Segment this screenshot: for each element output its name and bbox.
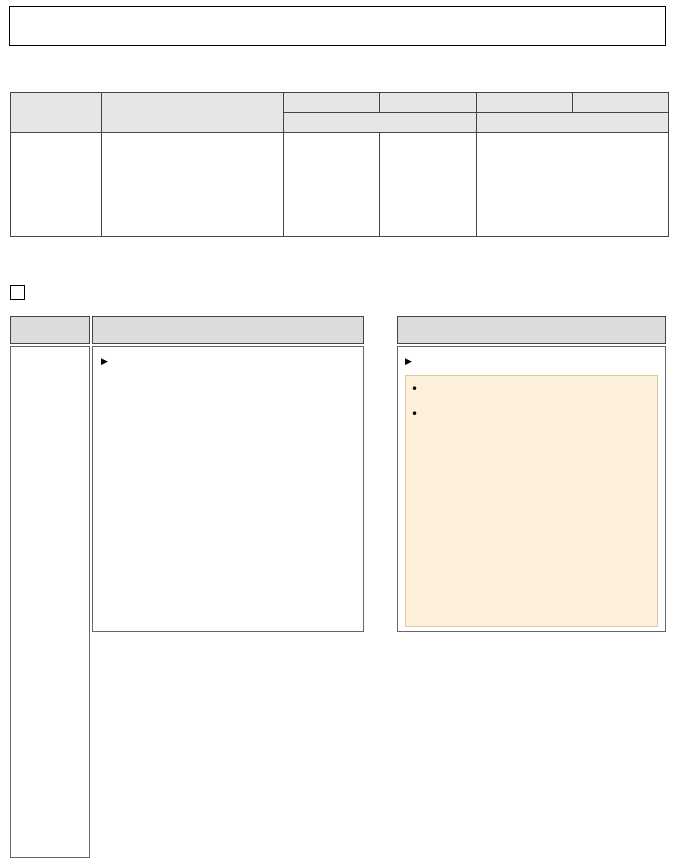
before-main-cell: [92, 346, 364, 632]
stage2-cell: [380, 133, 476, 237]
col-stage1: [102, 93, 284, 133]
checkbox-icon: [10, 285, 25, 300]
page-title: [9, 6, 666, 46]
after-detail-box: [405, 375, 658, 627]
triangle-icon: ▶: [405, 357, 412, 367]
t2-header-after: [397, 316, 666, 344]
row-label: [11, 133, 102, 237]
stage25-3-cell: [476, 133, 669, 237]
triangle-icon: ▶: [101, 357, 108, 367]
after-a-title: •: [411, 382, 422, 396]
stage1-cell: [102, 133, 284, 237]
after-b-title: •: [411, 406, 419, 421]
col-stage15: [284, 93, 380, 113]
col-national: [476, 113, 669, 133]
col-stage2: [380, 93, 476, 113]
col-gubun: [11, 93, 102, 133]
before-main-item: [101, 353, 355, 368]
t2-header-gubun: [10, 316, 90, 344]
after-main-cell: [397, 346, 666, 632]
t2-header-before: [92, 316, 364, 344]
col-regional: [284, 113, 477, 133]
col-stage3: [572, 93, 668, 113]
stage-table: [10, 92, 669, 237]
t2-row-label: [10, 346, 90, 858]
col-stage25: [476, 93, 572, 113]
stage15-cell: [284, 133, 380, 237]
after-main-item: [405, 353, 658, 368]
section-title: [10, 284, 35, 304]
